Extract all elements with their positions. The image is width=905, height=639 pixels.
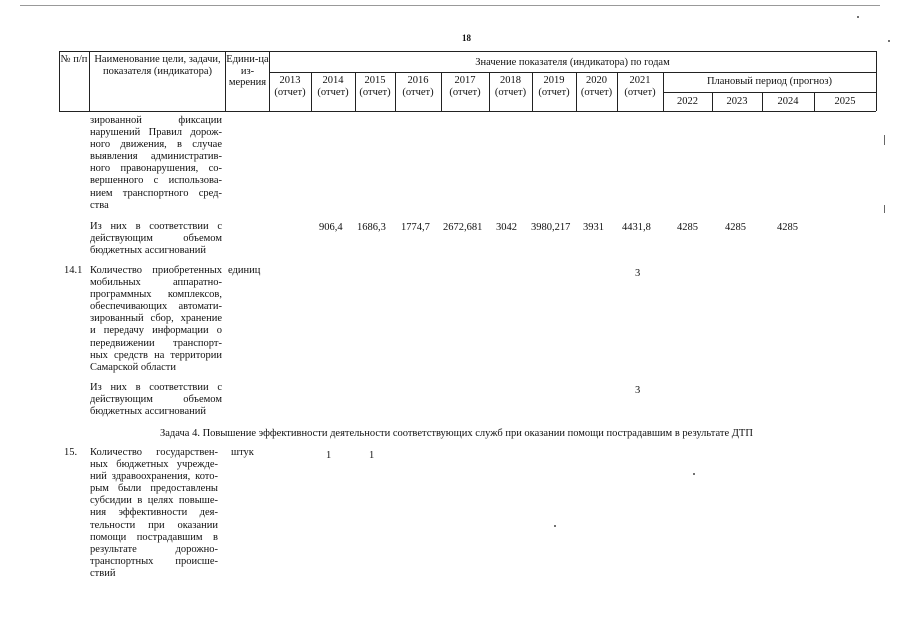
- year-note: (отчет): [402, 87, 434, 98]
- text-line: программных комплексов,: [90, 289, 222, 301]
- header-name: [91, 54, 224, 78]
- value-2015: 1686,3: [357, 222, 386, 233]
- text-line: ствий: [90, 567, 116, 579]
- text-line: и передачу информации о: [90, 325, 222, 337]
- header-unit-label: Едини-ца из-мерения: [226, 54, 269, 88]
- text-line: мобильных аппаратно-: [90, 277, 222, 289]
- year-note: (отчет): [624, 87, 656, 98]
- year-note: (отчет): [274, 87, 306, 98]
- year-note: (отчет): [317, 87, 349, 98]
- year-note: (отчет): [359, 87, 391, 98]
- value-2017: 2672,681: [443, 222, 483, 233]
- year-note: (отчет): [494, 87, 527, 98]
- text-line: бюджетных ассигнований: [90, 406, 207, 418]
- row-number: 15.: [64, 447, 78, 458]
- year-label: 2019: [543, 75, 565, 86]
- text-line: помощи пострадавшим в: [90, 531, 218, 543]
- value-2024: 4285: [777, 222, 798, 233]
- text-line: тельности при оказании: [90, 519, 218, 531]
- scan-speck: [857, 16, 859, 18]
- value-2020: 3931: [583, 222, 604, 233]
- header-plan-2023: 2023: [726, 96, 748, 107]
- year-label: 2021: [629, 75, 651, 86]
- header-year-2019: [532, 75, 576, 99]
- header-year-2017: [441, 75, 489, 99]
- header-year-2018: [489, 75, 532, 99]
- header-num-label: № п/п: [60, 54, 88, 65]
- text-line: нием транспортного сред-: [90, 187, 222, 199]
- header-year-2021: [617, 75, 663, 99]
- scan-speck: [888, 40, 890, 42]
- value-2021: 4431,8: [622, 222, 651, 233]
- text-line: рым были предоставлены: [90, 483, 218, 495]
- task-heading: Задача 4. Повышение эффективности деятельности соответствующих служб при оказании помощи пострадавшим в результате ДТП: [160, 428, 753, 439]
- text-line: Количество приобретенных: [90, 265, 222, 276]
- page-top-rule: [20, 5, 880, 6]
- scan-speck: [554, 525, 556, 527]
- text-line: субсидии в целях повыше-: [90, 495, 218, 507]
- continued-indicator-text: [90, 115, 222, 212]
- year-label: 2017: [454, 75, 476, 86]
- row-indicator-text: [90, 265, 222, 374]
- text-line: ний здравоохранения, кото-: [90, 471, 218, 483]
- scan-speck: [693, 473, 695, 475]
- value-2014: 906,4: [319, 222, 343, 233]
- year-label: 2020: [586, 75, 607, 86]
- row-budget-subset-text: [90, 382, 222, 418]
- text-line: вершенного с использова-: [90, 175, 222, 187]
- value-2019: 3980,217: [531, 222, 571, 233]
- text-line: ного правонарушения, со-: [90, 163, 222, 175]
- text-line: зированный сбор, хранение: [90, 313, 222, 325]
- text-line: ных бюджетных учрежде-: [90, 459, 218, 471]
- year-label: 2016: [407, 75, 429, 86]
- value-2021: 3: [635, 268, 641, 279]
- text-line: Из них в соответствии с: [90, 221, 222, 232]
- header-unit: [226, 54, 269, 89]
- header-year-2020: [576, 75, 617, 99]
- year-label: 2013: [279, 75, 301, 86]
- header-year-2016: [395, 75, 441, 99]
- value-2022: 4285: [677, 222, 698, 233]
- header-year-2014: [311, 75, 355, 99]
- header-name-label: Наименование цели, задачи, показателя (индикатора): [94, 54, 221, 77]
- row-number: 14.1: [64, 265, 83, 276]
- text-line: ния эффективности дея-: [90, 507, 218, 519]
- text-line: обеспечивающих автомати-: [90, 301, 222, 313]
- year-note: (отчет): [449, 87, 481, 98]
- text-line: Количество государствен-: [90, 447, 218, 458]
- year-label: 2014: [322, 75, 344, 86]
- page-number: 18: [462, 33, 471, 43]
- value-2023: 4285: [725, 222, 746, 233]
- year-note: (отчет): [538, 87, 570, 98]
- text-line: передвижении транспорт-: [90, 337, 222, 349]
- text-line: Из них в соответствии с: [90, 382, 222, 393]
- text-line: результате дорожно-: [90, 543, 218, 555]
- text-line: бюджетных ассигнований: [90, 245, 207, 257]
- year-note: (отчет): [580, 87, 613, 98]
- header-num: [59, 54, 89, 66]
- text-line: действующим объемом: [90, 233, 222, 245]
- header-planned-title: Плановый период (прогноз): [706, 76, 833, 87]
- text-line: выявления административ-: [90, 151, 222, 163]
- value-2018: 3042: [496, 222, 517, 233]
- value-2016: 1774,7: [401, 222, 430, 233]
- year-label: 2015: [364, 75, 386, 86]
- row-indicator-text: [90, 447, 218, 580]
- header-plan-2022: 2022: [677, 96, 698, 107]
- text-line: транспортных происше-: [90, 555, 218, 567]
- text-line: ства: [90, 199, 109, 211]
- row-unit: штук: [231, 447, 254, 458]
- text-line: Самарской области: [90, 361, 176, 373]
- value-2021: 3: [635, 385, 641, 396]
- value-2015: 1: [369, 450, 375, 461]
- text-line: ных средств на территории: [90, 349, 222, 361]
- value-2014: 1: [326, 450, 332, 461]
- header-plan-2024: 2024: [777, 96, 799, 107]
- row-unit: единиц: [228, 265, 261, 276]
- text-line: нарушений Правил дорож-: [90, 127, 222, 139]
- header-plan-2025: 2025: [834, 96, 856, 107]
- year-label: 2018: [500, 75, 521, 86]
- row-budget-subset-text: [90, 221, 222, 257]
- header-year-2015: [355, 75, 395, 99]
- header-values-title: Значение показателя (индикатора) по годам: [475, 57, 670, 68]
- text-line: зированной фиксации: [90, 115, 222, 126]
- text-line: действующим объемом: [90, 394, 222, 406]
- header-year-2013: [269, 75, 311, 99]
- text-line: ного движения, в случае: [90, 139, 222, 151]
